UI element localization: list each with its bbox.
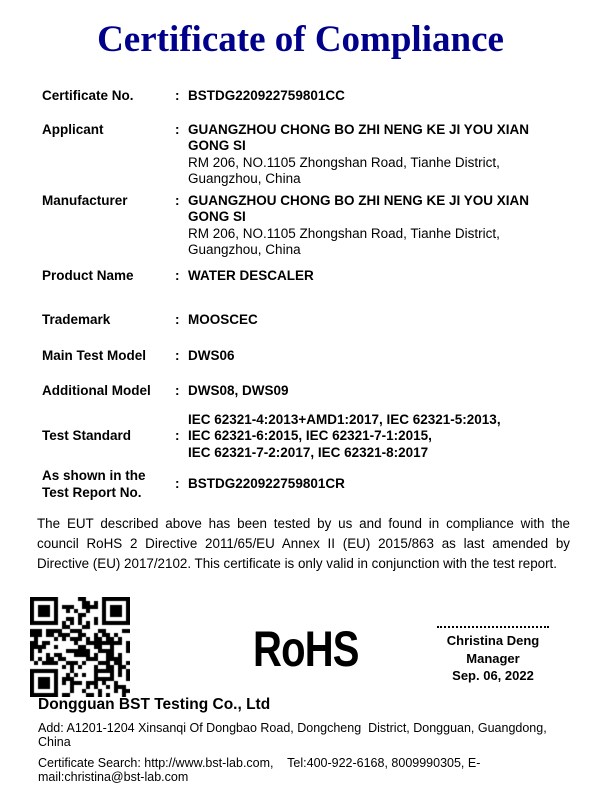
footer	[38, 696, 578, 788]
statement-line1: The EUT described above has been tested by us and found in compliance with the	[37, 516, 570, 531]
field-label: Certificate No.	[42, 88, 134, 103]
manufacturer-name-line1: GUANGZHOU CHONG BO ZHI NENG KE JI YOU XIAN	[188, 192, 530, 208]
field-label: Additional Model	[42, 383, 151, 398]
field-trademark	[42, 312, 562, 329]
colon: :	[175, 476, 180, 492]
test-report-label-line1: As shown in the	[42, 468, 146, 483]
applicant-address-line2: Guangzhou, China	[188, 171, 301, 186]
field-value: DWS06	[188, 347, 235, 363]
qr-code	[30, 597, 130, 697]
field-additional-model	[42, 383, 562, 400]
manufacturer-address-line1: RM 206, NO.1105 Zhongshan Road, Tianhe District,	[188, 225, 500, 241]
rohs-logo: RoHS	[253, 621, 359, 677]
colon: :	[175, 347, 180, 363]
statement-line3: Directive (EU) 2017/2102. This certificate is only valid in conjunction with the test report.	[37, 556, 557, 571]
field-value: BSTDG220922759801CC	[188, 88, 345, 103]
colon: :	[175, 267, 180, 283]
certificate-title: Certificate of Compliance	[97, 19, 504, 60]
test-standard-line2: IEC 62321-6:2015, IEC 62321-7-1:2015,	[188, 428, 432, 443]
signature-block	[428, 626, 558, 685]
field-value: BSTDG220922759801CR	[188, 476, 345, 492]
field-applicant	[42, 122, 562, 188]
colon: :	[175, 312, 180, 327]
field-value	[188, 122, 562, 188]
field-label: Trademark	[42, 312, 111, 327]
field-label	[42, 468, 175, 501]
footer-company-name: Dongguan BST Testing Co., Ltd	[38, 696, 271, 713]
field-label: Applicant	[42, 121, 104, 137]
manufacturer-name-line2: GONG SI	[188, 209, 246, 224]
field-test-standard	[42, 412, 562, 462]
test-standard-line1: IEC 62321-4:2013+AMD1:2017, IEC 62321-5:2013,	[188, 411, 501, 427]
signature-name: Christina Deng	[446, 633, 540, 648]
manufacturer-address-line2: Guangzhou, China	[188, 242, 301, 257]
field-label: Manufacturer	[42, 192, 128, 208]
footer-contact: Certificate Search: http://www.bst-lab.com, Tel:400-922-6168, 8009990305, E-mail:christina@bst-lab.com	[38, 756, 481, 784]
applicant-name-line1: GUANGZHOU CHONG BO ZHI NENG KE JI YOU XIAN	[188, 121, 530, 137]
field-label: Test Standard	[42, 428, 132, 443]
field-label: Main Test Model	[42, 347, 147, 363]
signature-dotted-line	[437, 626, 549, 628]
field-value	[188, 412, 562, 462]
field-main-test-model	[42, 348, 562, 365]
field-value: DWS08, DWS09	[188, 383, 289, 398]
statement-line2: council RoHS 2 Directive 2011/65/EU Annex II (EU) 2015/863 as last amended by	[37, 536, 570, 551]
test-standard-line3: IEC 62321-7-2:2017, IEC 62321-8:2017	[188, 444, 429, 460]
test-report-label-line2: Test Report No.	[42, 484, 142, 500]
field-test-report-no	[42, 468, 562, 501]
field-product-name	[42, 268, 562, 285]
colon: :	[175, 192, 180, 208]
colon: :	[175, 383, 180, 398]
applicant-address-line1: RM 206, NO.1105 Zhongshan Road, Tianhe District,	[188, 154, 500, 170]
colon: :	[175, 121, 180, 137]
certificate-fields	[42, 88, 562, 501]
field-manufacturer	[42, 193, 562, 259]
field-value: WATER DESCALER	[188, 267, 314, 283]
applicant-name-line2: GONG SI	[188, 138, 246, 153]
field-value: MOOSCEC	[188, 312, 258, 327]
compliance-statement	[37, 514, 570, 574]
signature-date: Sep. 06, 2022	[452, 668, 534, 683]
footer-address: Add: A1201-1204 Xinsanqi Of Dongbao Road, Dongcheng District, Dongguan, Guangdong, China	[38, 721, 551, 749]
colon: :	[175, 428, 180, 443]
field-label: Product Name	[42, 267, 134, 283]
colon: :	[175, 88, 180, 103]
signature-role: Manager	[466, 650, 520, 666]
field-value	[188, 193, 562, 259]
field-certificate-no	[42, 88, 562, 105]
